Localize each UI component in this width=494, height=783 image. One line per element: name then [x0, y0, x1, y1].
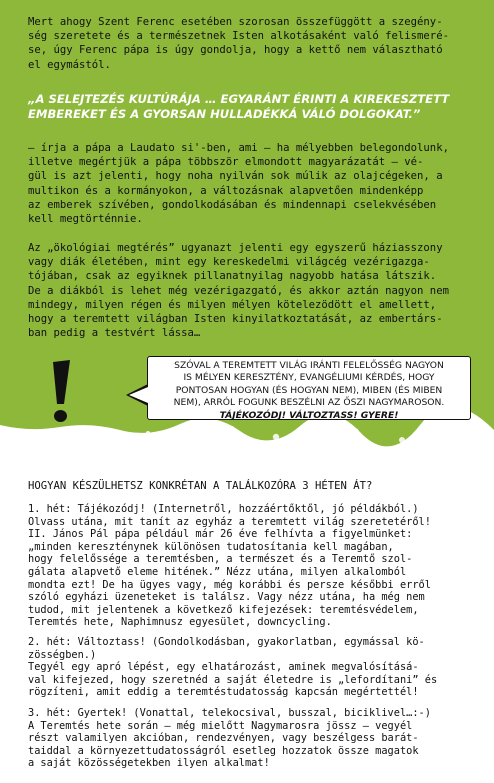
body-paragraph-2: – írja a pápa a Laudato si'-ben, ami – ha mélyebben belegondolunk, illetve megértjük a pápa többször elmondott magyarázatát – vé- gül is azt jelenti, hogy noha nyilván sok múlik az olajcégeken, a multikon és a kormányokon, a változásnak alapvetően mindenképp az emberek szívében, gondolkodásában és mindennapi cselekvésében kell megtörténnie. — [28, 142, 449, 226]
callout-body: SZÓVAL A TEREMTETT VILÁG IRÁNTI FELELŐSSÉG NAGYON IS MÉLYEN KERESZTÉNY, EVANGÉLIUMI KÉRDÉS, HOGY PONTOSAN HOGYAN (ÉS HOGYAN NEM), MIBEN (ÉS MIBEN NEM), ARRÓL FOGUNK BESZÉLNI AZ ŐSZI NAGYMAROSON. — [173, 360, 445, 409]
callout-cta: TÁJÉKOZÓDJ! VÁLTOZTASS! GYERE! — [219, 409, 399, 421]
callout-tail-fill — [129, 387, 148, 403]
exclamation-icon — [48, 360, 74, 426]
callout-box — [147, 356, 471, 420]
intro-paragraph: Mert ahogy Szent Ferenc esetében szorosan összefüggött a szegény- ség szeretete és a természetnek Isten alkotásaként való felismeré- se, úgy Ferenc pápa is úgy gondolja, hogy a kettő nem választható el egymástól. — [28, 16, 449, 71]
section-heading: HOGYAN KÉSZÜLHETSZ KONKRÉTAN A TALÁLKOZÓRA 3 HÉTEN ÁT? — [28, 480, 373, 492]
body-paragraph-3: Az „ökológiai megtérés” ugyanazt jelenti egy egyszerű háziasszony vagy diák életében, mint egy kereskedelmi világcég vezérigazga- tójában, csak az egyiknek pillanatnyilag nagyobb hatása látszik. De a diákból is lehet még vezérigazgató, és akkor aztán nagyon nem mindegy, milyen régen és milyen mélyen kötelezödött el amellett, hogy a teremtett világban Isten kinyilatkoztatását, az embertárs- ban pedig a testvért lássa… — [28, 242, 449, 340]
week2-paragraph: 2. hét: Változtass! (Gondolkodásban, gyakorlatban, egymással kö- zösségben.) Tegyél egy apró lépést, egy elhatározást, aminek megvalósításá- val kifejezed, hogy szeretnéd a saját életedre is „lefordítani” és rögzíteni, amit eddig a teremtéstudatosság kapcsán megértettél! — [28, 636, 438, 699]
week1-paragraph: 1. hét: Tájékozódj! (Internetről, hozzáértőktől, jó példákból.) Olvass utána, mit tanít az egyház a teremtett világ szeretetéről! II. János Pál pápa például már 26 éve felhívta a figyelmünket: „minden kereszténynek különösen tudatosítania kell magában, hogy felelőssége a teremtésben, a természet és a Teremtő szol- gálata alapvető eleme hitének.” Nézz utána, milyen alkalomból mondta ezt! De ha ügyes vagy, még korábbi és persze későbbi erről szóló egyházi üzeneteket is találsz. Vagy nézz utána, ha még nem tudod, mit jelentenek a következő kifejezések: teremtésvédelem, Teremtés hete, Naphimnusz egyesület, downcycling. — [28, 503, 431, 629]
pull-quote: „A SELEJTEZÉS KULTÚRÁJA … EGYARÁNT ÉRINTI A KIREKESZTETT EMBEREKET ÉS A GYORSAN HULLADÉKKÁ VÁLÓ DOLGOKAT.” — [28, 92, 450, 121]
week3-paragraph: 3. hét: Gyertek! (Vonattal, telekocsival, busszal, biciklivel…:-) A Teremtés hete során – még mielőtt Nagymarosra jössz – vegyél részt valamilyen akcióban, rendezvényen, vagy beszélgess barát- taiddal a környezettudatosságról esetleg hozzatok össze magatok a saját közösségetekben ilyen alkalmat! — [28, 707, 431, 770]
callout-text — [148, 360, 470, 422]
